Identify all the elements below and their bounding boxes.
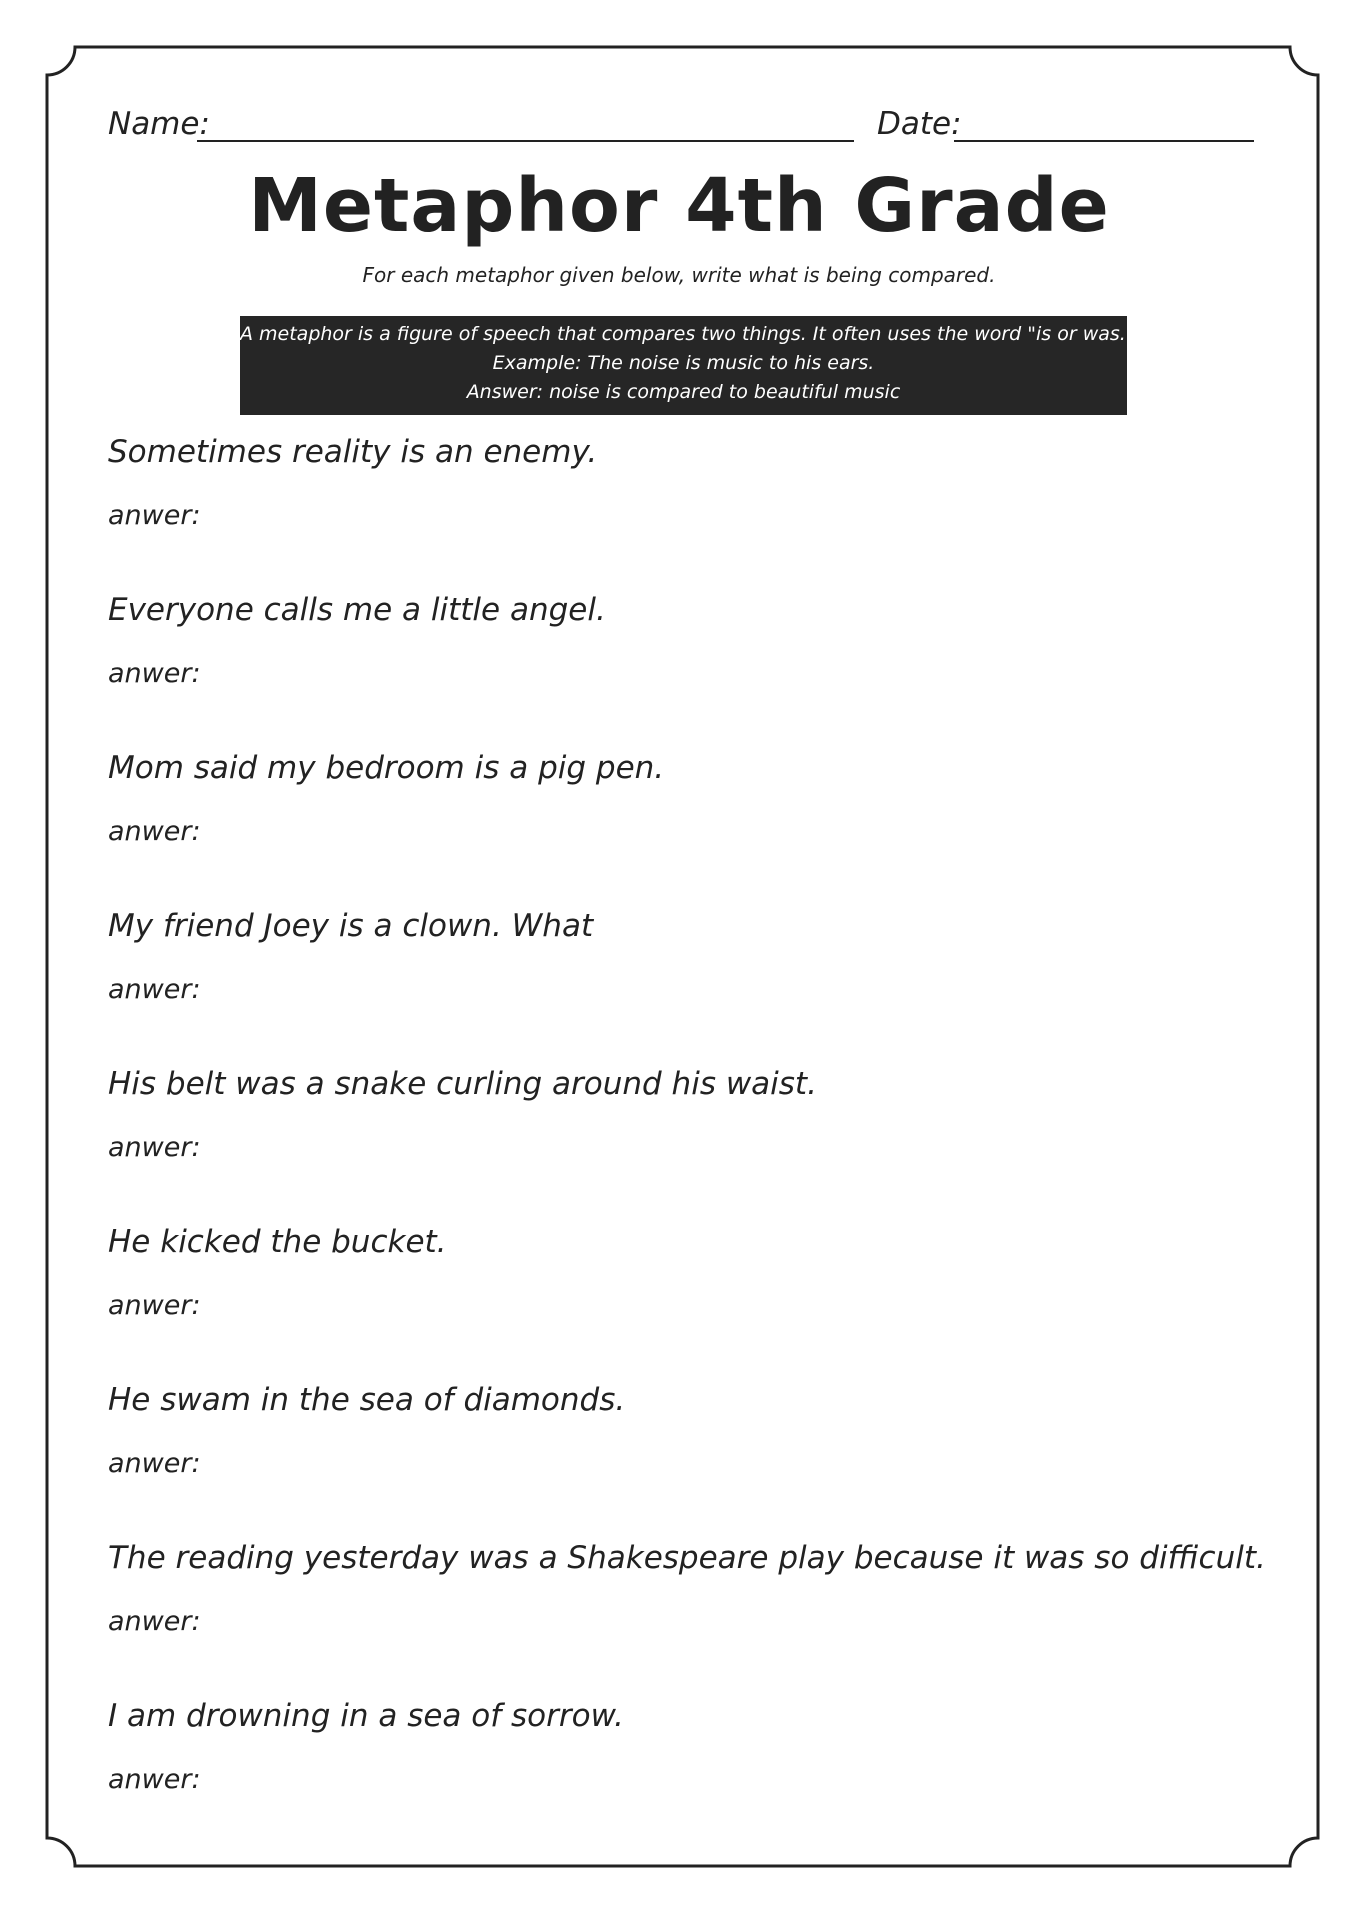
question-8: The reading yesterday was a Shakespeare play because it was so difficult. (108, 1540, 1266, 1576)
page-title: Metaphor 4th Grade (248, 163, 1110, 249)
answer-label-7: anwer: (108, 1448, 201, 1479)
question-2: Everyone calls me a little angel. (108, 592, 606, 628)
question-7: He swam in the sea of diamonds. (108, 1382, 626, 1418)
answer-label-6: anwer: (108, 1290, 201, 1321)
question-6: He kicked the bucket. (108, 1224, 447, 1260)
question-4: My friend Joey is a clown. What (108, 908, 594, 944)
date-field[interactable] (954, 140, 1254, 142)
question-5: His belt was a snake curling around his waist. (108, 1066, 817, 1102)
answer-label-5: anwer: (108, 1132, 201, 1163)
answer-label-1: anwer: (108, 500, 201, 531)
instructions-text: For each metaphor given below, write what is being compared. (362, 263, 996, 287)
answer-label-9: anwer: (108, 1764, 201, 1795)
question-3: Mom said my bedroom is a pig pen. (108, 750, 665, 786)
answer-label-4: anwer: (108, 974, 201, 1005)
question-9: I am drowning in a sea of sorrow. (108, 1698, 624, 1734)
answer-label-3: anwer: (108, 816, 201, 847)
name-field[interactable] (197, 140, 854, 142)
answer-label-2: anwer: (108, 658, 201, 689)
name-label: Name: (108, 106, 210, 142)
example-answer-text: Answer: noise is compared to beautiful music (466, 381, 901, 403)
date-label: Date: (877, 106, 962, 142)
answer-label-8: anwer: (108, 1606, 201, 1637)
example-text: Example: The noise is music to his ears. (492, 352, 875, 374)
definition-box (240, 316, 1135, 415)
question-1: Sometimes reality is an enemy. (108, 434, 598, 470)
definition-text: A metaphor is a figure of speech that compares two things. It often uses the word "is or was." (240, 323, 1135, 345)
